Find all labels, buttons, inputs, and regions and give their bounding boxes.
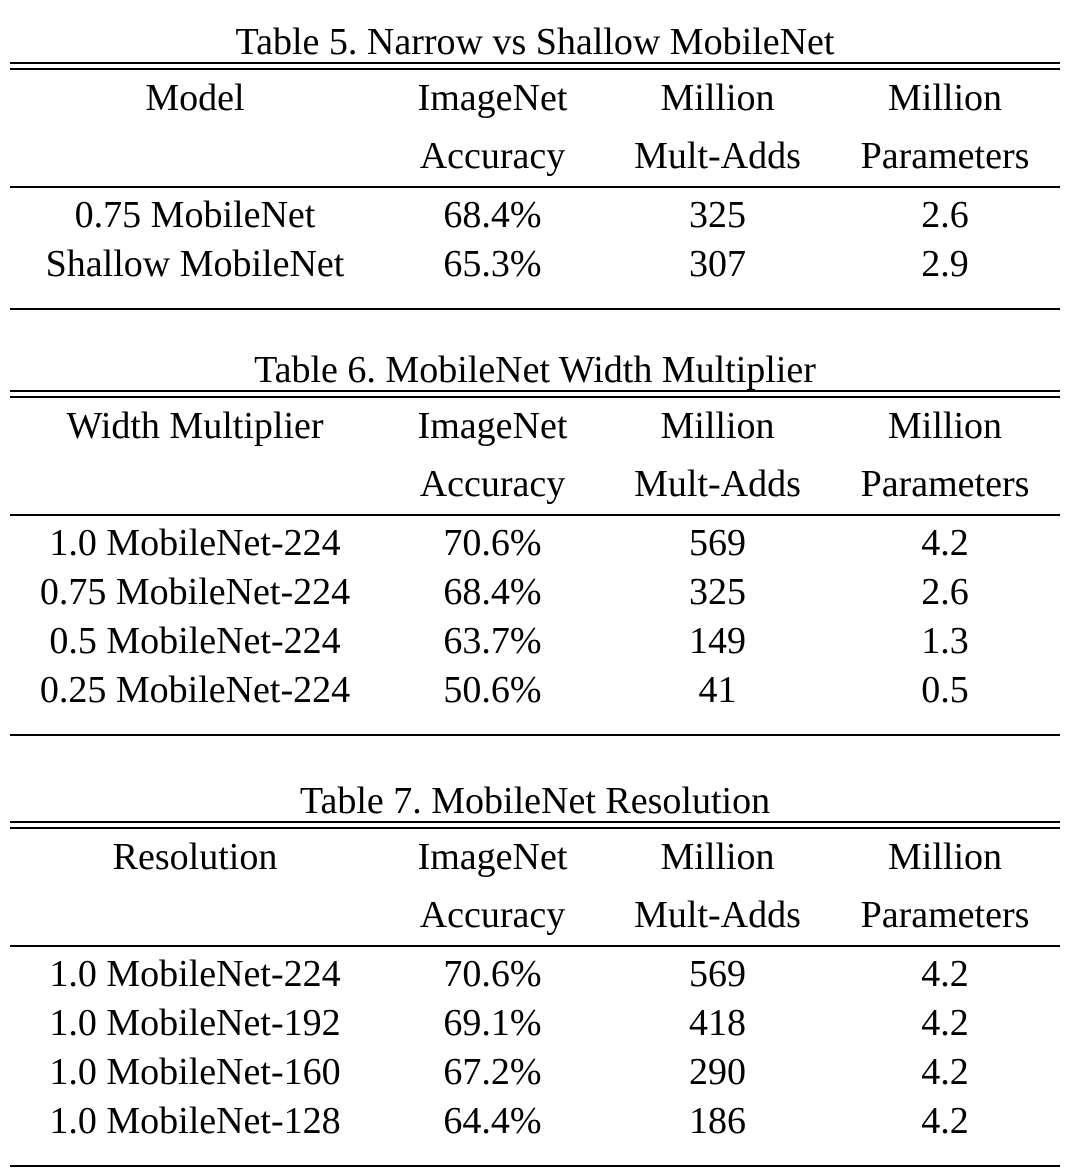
table-cell: 0.75 MobileNet-224 — [39, 570, 351, 613]
header-cell: Million — [660, 77, 775, 119]
table-cell: 0.5 — [921, 668, 969, 711]
table-cell: 68.4% — [443, 193, 542, 236]
header-cell: Width Multiplier — [66, 405, 324, 447]
table-cell: 325 — [689, 193, 746, 236]
table-cell: 70.6% — [443, 521, 542, 564]
header-cell: Resolution — [112, 836, 278, 878]
table-cell: 65.3% — [443, 242, 542, 285]
table-cell: 50.6% — [443, 668, 542, 711]
table-cell: 1.0 MobileNet-160 — [49, 1050, 341, 1093]
table-cell: 4.2 — [921, 1099, 969, 1142]
table-cell: 70.6% — [443, 952, 542, 995]
table-cell: 67.2% — [443, 1050, 542, 1093]
table-cell: 2.6 — [921, 570, 969, 613]
top-double-rule — [10, 390, 1060, 398]
table-7 — [10, 781, 1060, 1167]
table-cell: 1.0 MobileNet-224 — [49, 521, 341, 564]
header-cell: Mult-Adds — [634, 894, 801, 936]
header-cell: Parameters — [860, 463, 1030, 505]
table-row — [10, 946, 1060, 998]
header-cell: Accuracy — [419, 894, 566, 936]
header-cell: Million — [660, 405, 775, 447]
header-cell: Million — [887, 405, 1003, 447]
table-cell: 325 — [689, 570, 746, 613]
data-table — [10, 70, 1060, 288]
header-cell — [10, 885, 380, 946]
table-row — [10, 1096, 1060, 1145]
table-row — [10, 567, 1060, 616]
table-cell: 1.3 — [921, 619, 969, 662]
header-cell: ImageNet — [417, 77, 568, 119]
table-cell: 1.0 MobileNet-192 — [49, 1001, 341, 1044]
table-6 — [10, 350, 1060, 736]
header-cell: Million — [887, 836, 1003, 878]
table-5 — [10, 22, 1060, 310]
table-row — [10, 239, 1060, 288]
table-cell: 2.9 — [921, 242, 969, 285]
table-cell: Shallow MobileNet — [45, 242, 345, 285]
table-row — [10, 187, 1060, 239]
table-cell: 418 — [689, 1001, 746, 1044]
table-cell: 0.25 MobileNet-224 — [39, 668, 351, 711]
table-cell: 4.2 — [921, 521, 969, 564]
table-cell: 307 — [689, 242, 746, 285]
table-cell: 0.75 MobileNet — [74, 193, 316, 236]
table-cell: 4.2 — [921, 1050, 969, 1093]
table-cell: 149 — [689, 619, 746, 662]
bottom-rule — [10, 1145, 1060, 1167]
header-cell: ImageNet — [417, 836, 568, 878]
header-cell: Accuracy — [419, 135, 566, 177]
table-cell: 4.2 — [921, 952, 969, 995]
header-cell — [10, 126, 380, 187]
header-cell: Mult-Adds — [634, 463, 801, 505]
data-table — [10, 829, 1060, 1145]
header-cell: Million — [887, 77, 1003, 119]
table-caption: Table 5. Narrow vs Shallow MobileNet — [235, 21, 835, 63]
table-caption: Table 6. MobileNet Width Multiplier — [254, 349, 816, 391]
bottom-rule — [10, 288, 1060, 310]
table-cell: 1.0 MobileNet-128 — [49, 1099, 341, 1142]
table-row — [10, 515, 1060, 567]
table-cell: 569 — [689, 952, 746, 995]
header-cell: ImageNet — [417, 405, 568, 447]
header-cell: Million — [660, 836, 775, 878]
header-cell: Parameters — [860, 894, 1030, 936]
table-cell: 2.6 — [921, 193, 969, 236]
table-row — [10, 998, 1060, 1047]
data-table — [10, 398, 1060, 714]
table-cell: 569 — [689, 521, 746, 564]
table-caption: Table 7. MobileNet Resolution — [299, 780, 771, 822]
bottom-rule — [10, 714, 1060, 736]
header-cell: Accuracy — [419, 463, 566, 505]
table-row — [10, 665, 1060, 714]
table-cell: 1.0 MobileNet-224 — [49, 952, 341, 995]
table-cell: 69.1% — [443, 1001, 542, 1044]
table-row — [10, 616, 1060, 665]
table-cell: 41 — [698, 668, 737, 711]
header-cell: Mult-Adds — [634, 135, 801, 177]
table-cell: 4.2 — [921, 1001, 969, 1044]
top-double-rule — [10, 62, 1060, 70]
table-cell: 290 — [689, 1050, 746, 1093]
header-cell: Model — [145, 77, 245, 119]
table-cell: 64.4% — [443, 1099, 542, 1142]
header-cell: Parameters — [860, 135, 1030, 177]
table-cell: 186 — [689, 1099, 746, 1142]
table-row — [10, 1047, 1060, 1096]
top-double-rule — [10, 821, 1060, 829]
table-cell: 63.7% — [443, 619, 542, 662]
table-cell: 68.4% — [443, 570, 542, 613]
header-cell — [10, 454, 380, 515]
table-cell: 0.5 MobileNet-224 — [49, 619, 341, 662]
